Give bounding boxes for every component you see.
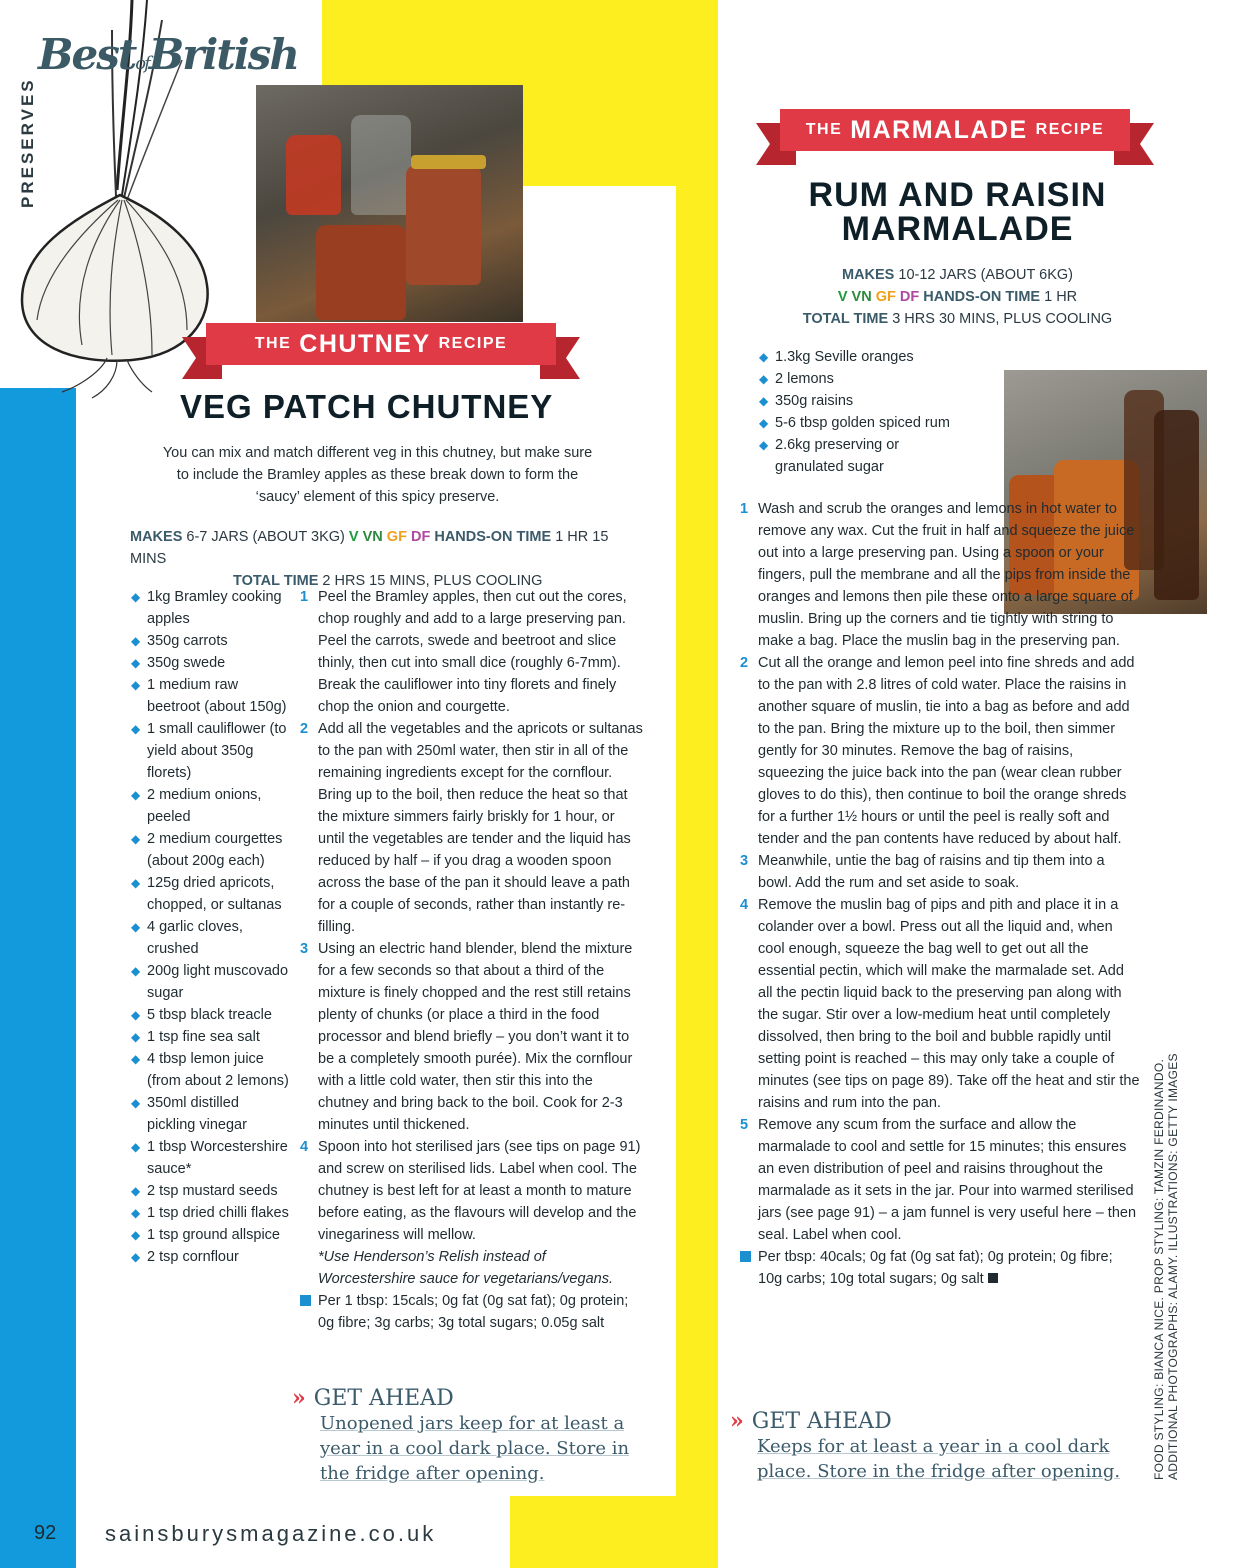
page-number: 92 <box>34 1522 57 1544</box>
marmalade-meta: MAKES 10-12 JARS (ABOUT 6KG) V VN GF DF HANDS-ON TIME 1 HR TOTAL TIME 3 HRS 30 MINS, PLUS COOLING <box>802 267 1113 327</box>
ingredient-item: ◆ 5 tbsp black treacle <box>131 1004 289 1026</box>
ingredient-item: ◆ 1 tsp ground allspice <box>131 1224 289 1246</box>
ingredient-item: ◆ 2 tsp cornflour <box>131 1246 289 1268</box>
ingredient-item: ◆ 1kg Bramley cooking apples <box>131 586 289 630</box>
method-step: 1 Peel the Bramley apples, then cut out the cores, chop roughly and add to a large preserving pan. Peel the carrots, swede and beetroot and slice thinly, then cut into small dice (roughly 6-7mm). Break the cauliflower into tiny florets and finely chop the onion and courgette. <box>300 589 627 715</box>
ingredient-item: ◆ 1 medium raw beetroot (about 150g) <box>131 674 289 718</box>
chutney-get-ahead: » GET AHEAD Unopened jars keep for at least a year in a cool dark place. Store in the fridge after opening. <box>292 1385 630 1484</box>
ingredient-item: ◆ 4 garlic cloves, crushed <box>131 916 289 960</box>
chutney-method <box>300 586 645 1334</box>
ingredient-item: ◆ 350g raisins <box>759 390 959 412</box>
section-label: PRESERVES <box>18 77 37 208</box>
yellow-background-strip <box>675 0 718 1568</box>
brand-logo: BestofBritish <box>38 30 298 79</box>
ingredient-item: ◆ 1 tsp dried chilli flakes <box>131 1202 289 1224</box>
nutrition-info: Per 1 tbsp: 15cals; 0g fat (0g sat fat); 0g protein; 0g fibre; 3g carbs; 3g total sugars; 0.05g salt <box>300 1290 645 1334</box>
chutney-meta: MAKES 6-7 JARS (ABOUT 3KG) V VN GF DF HANDS-ON TIME 1 HR 15 MINS TOTAL TIME 2 HRS 15 MINS, PLUS COOLING <box>130 529 609 589</box>
chutney-ingredient-list <box>131 586 289 1268</box>
ingredient-item: ◆ 350g carrots <box>131 630 289 652</box>
chutney-title: VEG PATCH CHUTNEY <box>180 388 554 425</box>
method-step: 1 Wash and scrub the oranges and lemons in hot water to remove any wax. Cut the fruit in half and squeeze the juice out into a large preserving pan. Using a spoon or your fingers, pull the membrane and all the pips from inside the oranges and lemons then pile these onto a large square of muslin. Bring up the corners and tie tightly with string to make a bag. Place the muslin bag in the preserving pan. <box>740 501 1135 649</box>
method-step: 2 Add all the vegetables and the apricots or sultanas to the pan with 250ml water, then stir in all of the remaining ingredients except for the cornflour. Bring up to the boil, then reduce the heat so that the mixture simmers fairly briskly for 1 hour, or until the vegetables are tender and the liquid has reduced by half – if you drag a wooden spoon across the base of the pan it should leave a path for a couple of seconds, rather than instantly re-filling. <box>300 721 643 935</box>
method-step: 3 Meanwhile, untie the bag of raisins and tip them into a bowl. Add the rum and set aside to soak. <box>740 853 1105 891</box>
ingredient-item: ◆ 2 medium courgettes (about 200g each) <box>131 828 289 872</box>
chutney-photo <box>256 85 523 322</box>
ingredient-item: ◆ 5-6 tbsp golden spiced rum <box>759 412 959 434</box>
ingredient-item: ◆ 1 small cauliflower (to yield about 350g florets) <box>131 718 289 784</box>
ingredient-item: ◆ 2 tsp mustard seeds <box>131 1180 289 1202</box>
marmalade-ingredient-list <box>759 346 959 478</box>
method-step: 2 Cut all the orange and lemon peel into fine shreds and add to the pan with 2.8 litres of cold water. Place the raisins in another square of muslin, tie into a bag as before and add to the pan. Bring the mixture up to the boil, then simmer gently for 30 minutes. Remove the bag of raisins, squeezing the juice back into the pan (wear clean rubber gloves to do this), then continue to boil the orange shreds for a further 1½ hours or until the peel is really soft and tender and the pan contents have reduced by about half. <box>740 655 1135 847</box>
method-step: 3 Using an electric hand blender, blend the mixture for a few seconds so that about a third of the mixture is finely chopped and the rest still retains plenty of chunks (or place a third in the food processor and blend briefly – you don’t want it to be a completely smooth purée). Mix the cornflour with a little cold water, then stir this into the chutney and bring back to the boil. Cook for 2-3 minutes until thickened. <box>300 941 633 1133</box>
ingredient-item: ◆ 2 lemons <box>759 368 959 390</box>
marmalade-title: RUM AND RAISIN MARMALADE <box>808 176 1107 248</box>
website-link[interactable]: sainsburysmagazine.co.uk <box>105 1521 437 1546</box>
photo-credits: FOOD STYLING: BIANCA NICE. PROP STYLING: TAMZIN FERDINANDO. ADDITIONAL PHOTOGRAPHS: ALAMY. ILLUSTRATIONS: GETTY IMAGES <box>1152 1053 1180 1480</box>
marmalade-method <box>740 498 1140 1290</box>
ingredient-item: ◆ 1 tsp fine sea salt <box>131 1026 289 1048</box>
yellow-background-bottom <box>510 1492 718 1568</box>
ingredient-item: ◆ 1.3kg Seville oranges <box>759 346 959 368</box>
ingredient-item: ◆ 350g swede <box>131 652 289 674</box>
double-chevron-icon: » <box>292 1385 306 1411</box>
ingredient-item: ◆ 1 tbsp Worcestershire sauce* <box>131 1136 289 1180</box>
ingredient-item: ◆ 2 medium onions, peeled <box>131 784 289 828</box>
ingredient-item: ◆ 350ml distilled pickling vinegar <box>131 1092 289 1136</box>
marmalade-banner: THE MARMALADE RECIPE <box>780 109 1130 151</box>
double-chevron-icon: » <box>730 1408 744 1434</box>
blue-background-block <box>0 388 76 1568</box>
chutney-banner: THE CHUTNEY RECIPE <box>206 323 556 365</box>
chutney-intro: You can mix and match different veg in this chutney, but make sure to include the Bramley apples as these break down to form the ‘saucy’ element of this spicy preserve. <box>162 445 593 505</box>
method-step: 4 Remove the muslin bag of pips and pith and place it in a colander over a bowl. Press out all the liquid and, when cool enough, squeeze the bag well to get out all the essential pectin, which will make the marmalade set. Add all the pectin liquid back to the preserving pan along with the sugar. Stir over a low-medium heat until completely dissolved, then bring to the boil and bubble rapidly until setting point is reached – this may only take a couple of minutes (see tips on page 89). Take off the heat and stir the raisins and rum into the pan. <box>740 897 1140 1111</box>
ingredient-item: ◆ 2.6kg preserving or granulated sugar <box>759 434 959 478</box>
method-step: 5 Remove any scum from the surface and allow the marmalade to cool and settle for 15 minutes; this ensures an even distribution of peel and raisins throughout the marmalade as it sets in the jar. Pour into warmed sterilised jars (see page 91) – a jam funnel is very useful here – then seal. Label when cool. <box>740 1117 1137 1243</box>
method-note: *Use Henderson’s Relish instead of Worcestershire sauce for vegetarians/vegans. <box>318 1249 613 1287</box>
ingredient-item: ◆ 4 tbsp lemon juice (from about 2 lemons) <box>131 1048 289 1092</box>
marmalade-get-ahead: » GET AHEAD Keeps for at least a year in a cool dark place. Store in the fridge after opening. <box>730 1408 1121 1482</box>
ingredient-item: ◆ 125g dried apricots, chopped, or sultanas <box>131 872 289 916</box>
ingredient-item: ◆ 200g light muscovado sugar <box>131 960 289 1004</box>
method-step: 4 Spoon into hot sterilised jars (see tips on page 91) and screw on sterilised lids. Label when cool. The chutney is best left for at least a month to mature before eating, as the flavours will develop and the vinegariness will mellow. <box>300 1139 641 1243</box>
nutrition-info: Per tbsp: 40cals; 0g fat (0g sat fat); 0g protein; 0g fibre; 10g carbs; 10g total sugars; 0g salt <box>740 1246 1140 1290</box>
